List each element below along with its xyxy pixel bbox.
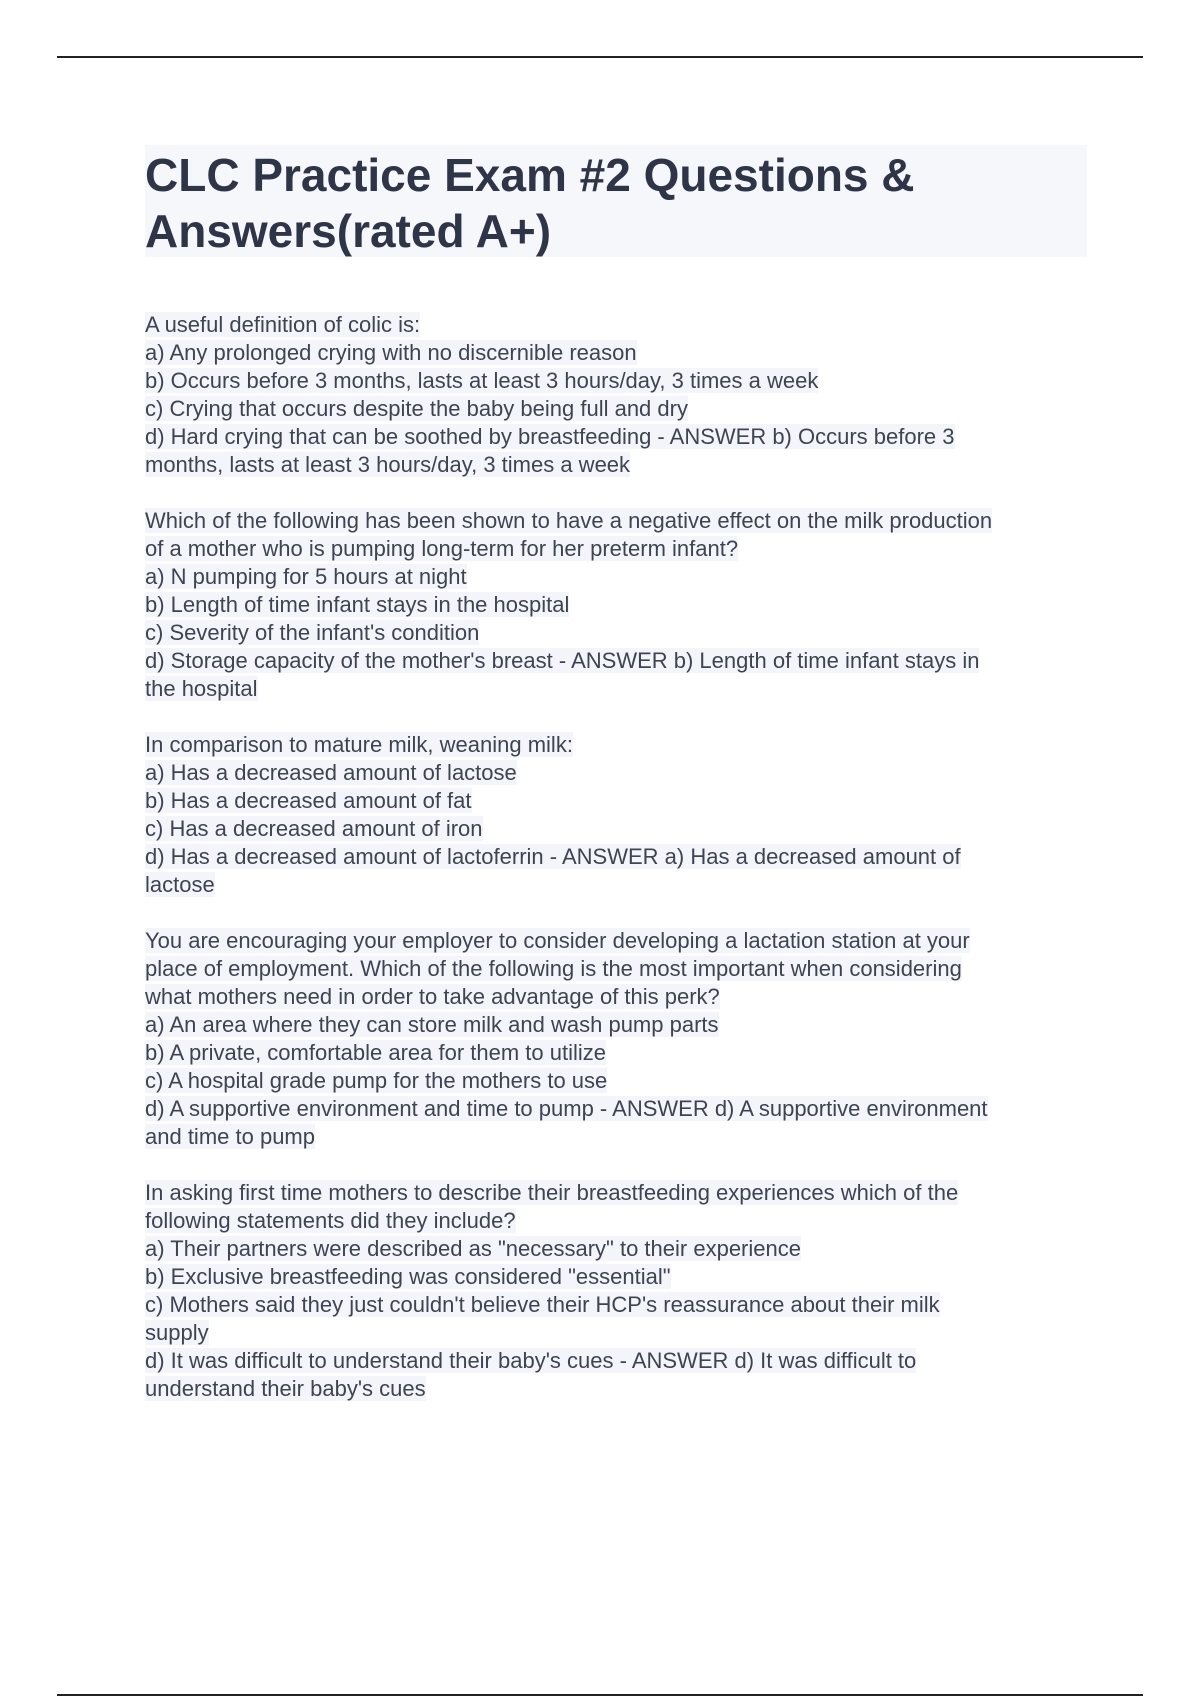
option-line: a) Any prolonged crying with no discernible reason <box>145 340 637 365</box>
question-4 <box>145 927 1095 1151</box>
answer-line: the hospital <box>145 676 258 701</box>
answer-line: understand their baby's cues <box>145 1376 426 1401</box>
answer-line: and time to pump <box>145 1124 315 1149</box>
option-line: a) Has a decreased amount of lactose <box>145 760 517 785</box>
top-rule <box>57 56 1143 58</box>
question-line: A useful definition of colic is: <box>145 312 421 337</box>
option-line: c) Crying that occurs despite the baby being full and dry <box>145 396 688 421</box>
question-2 <box>145 507 1095 703</box>
title-line-1: CLC Practice Exam #2 Questions & <box>145 149 915 201</box>
answer-line: months, lasts at least 3 hours/day, 3 times a week <box>145 452 631 477</box>
question-line: You are encouraging your employer to consider developing a lactation station at your <box>145 928 970 953</box>
option-line: a) An area where they can store milk and wash pump parts <box>145 1012 719 1037</box>
option-line: supply <box>145 1320 209 1345</box>
page-title <box>145 147 1087 259</box>
option-line: b) Exclusive breastfeeding was considered "essential" <box>145 1264 671 1289</box>
option-line: d) Storage capacity of the mother's breast - ANSWER b) Length of time infant stays in <box>145 648 980 673</box>
question-line: following statements did they include? <box>145 1208 516 1233</box>
option-line: b) Length of time infant stays in the hospital <box>145 592 570 617</box>
option-line: c) Mothers said they just couldn't believe their HCP's reassurance about their milk <box>145 1292 940 1317</box>
option-line: d) Hard crying that can be soothed by breastfeeding - ANSWER b) Occurs before 3 <box>145 424 955 449</box>
option-line: b) Occurs before 3 months, lasts at least 3 hours/day, 3 times a week <box>145 368 819 393</box>
option-line: c) Severity of the infant's condition <box>145 620 480 645</box>
question-line: of a mother who is pumping long-term for her preterm infant? <box>145 536 739 561</box>
title-line-2: Answers(rated A+) <box>145 205 552 257</box>
question-1 <box>145 311 1095 479</box>
bottom-rule <box>57 1694 1143 1696</box>
option-line: a) N pumping for 5 hours at night <box>145 564 467 589</box>
question-list <box>145 311 1095 1431</box>
option-line: c) Has a decreased amount of iron <box>145 816 483 841</box>
option-line: d) A supportive environment and time to pump - ANSWER d) A supportive environment <box>145 1096 988 1121</box>
question-3 <box>145 731 1095 899</box>
question-line: In asking first time mothers to describe their breastfeeding experiences which of the <box>145 1180 959 1205</box>
question-5 <box>145 1179 1095 1403</box>
question-line: Which of the following has been shown to have a negative effect on the milk production <box>145 508 993 533</box>
option-line: b) Has a decreased amount of fat <box>145 788 472 813</box>
option-line: c) A hospital grade pump for the mothers to use <box>145 1068 608 1093</box>
option-line: d) Has a decreased amount of lactoferrin - ANSWER a) Has a decreased amount of <box>145 844 961 869</box>
option-line: d) It was difficult to understand their baby's cues - ANSWER d) It was difficult to <box>145 1348 917 1373</box>
option-line: a) Their partners were described as "necessary" to their experience <box>145 1236 801 1261</box>
question-line: In comparison to mature milk, weaning milk: <box>145 732 573 757</box>
question-line: place of employment. Which of the following is the most important when considering <box>145 956 962 981</box>
answer-line: lactose <box>145 872 215 897</box>
option-line: b) A private, comfortable area for them to utilize <box>145 1040 607 1065</box>
question-line: what mothers need in order to take advantage of this perk? <box>145 984 720 1009</box>
